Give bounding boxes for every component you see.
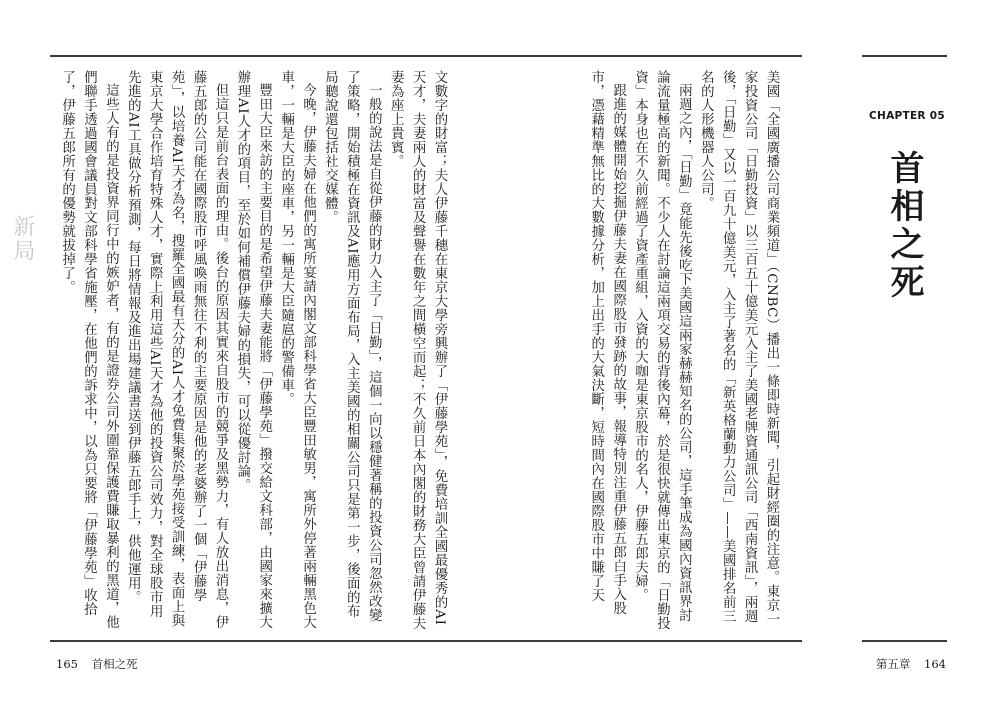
- paragraph: 今晚，伊藤夫婦在他們的寓所宴請內閣文部科學省大臣豐田敏男，寓所外停著兩輛黑色大車，一輛是大臣的座車，另一輛是大臣隨扈的警備車。: [278, 70, 316, 630]
- paragraph: 豐田大臣來訪的主要目的是希望伊藤夫妻能將「伊藤學苑」撥交給文科部，由國家來擴大辦理AI人才的項目，至於如何補償伊藤夫婦的損失，可以從優討論。: [234, 70, 272, 630]
- right-page-text: [462, 70, 782, 630]
- top-rule-chapter: [862, 55, 947, 57]
- running-chapter: 第五章: [875, 657, 911, 671]
- page-number: 164: [924, 657, 946, 671]
- bottom-rule: [50, 640, 802, 642]
- top-rule: [50, 55, 802, 57]
- footer-right: [876, 656, 946, 672]
- paragraph: 文數字的財富；夫人伊藤千穗在東京大學旁興辦了「伊藤學苑」，免費培訓全國最優秀的AI天才，夫妻兩人的財富及聲譽在數年之間橫空而起；不久前日本內閣的財務大臣曾請伊藤夫妻為座上貴賓。: [388, 70, 447, 630]
- chapter-label: CHAPTER 05: [868, 110, 945, 122]
- left-page-text: [46, 70, 450, 630]
- paragraph: 兩週之內，「日勤」竟能先後吃下美國這兩家赫赫知名的公司，這手筆成為國內資訊界討論流量極高的新聞。不少人在討論這兩項交易的背後內幕，於是很快就傳出東京的「日勤投資」本身也在不久前經過了資產重組，入資的大咖是東京股市的名人，伊藤五郎夫婦。: [632, 70, 692, 630]
- paragraph: 美國「全國廣播公司商業頻道」（CNBC）播出一條即時新聞，引起財經圈的注意。東京一家投資公司「日勤投資」以三百五十億美元入主了美國老牌資通訊公司「西南資訊」，兩週後，「日勤」又以一百九十億美元，入主了著名的「新英格蘭動力公司」——美國排名前三名的人形機器人公司。: [698, 70, 779, 626]
- running-title: 首相之死: [91, 657, 138, 671]
- bottom-rule-chapter: [862, 640, 947, 642]
- footer-left: [56, 656, 138, 672]
- page-number: 165: [56, 657, 78, 671]
- watermark: 新局: [10, 215, 35, 263]
- paragraph: 但這只是前台表面的理由。後台的原因其實來自股市的競爭及黑勢力，有人放出消息，伊藤五郎的公司能在國際股市呼風喚雨無往不利的主要原因是他的老婆辦了一個「伊藤學苑」，以培養AI天才為名，搜羅全國最有天分的AI人才免費集聚於學苑接受訓練，表面上與東京大學合作培育特殊人才，實際上利用這些AI天才為他的投資公司效力，對全球股市用先進的AI工具做分析預測，每日將情報及進出場建議書送到伊藤五郎手上，供他運用。: [125, 70, 228, 630]
- paragraph: 一般的說法是自從伊藤的財力入主了「日勤」，這個一向以穩健著稱的投資公司忽然改變了策略，開始積極在資訊及AI應用方面布局，入主美國的相關公司只是第一步，後面的布局聽說還包括社交媒體。: [322, 70, 382, 623]
- paragraph: 這些人有的是投資界同行中的嫉妒者，有的是證券公司外圍靠保護費賺取暴利的黑道，他們聯手透過國會議員對文部科學省施壓，在他們的訴求中，以為只要將「伊藤學苑」收拾了，伊藤五郎所有的優勢就拔掉了。: [59, 70, 119, 630]
- chapter-title: 首相之死: [884, 150, 924, 302]
- paragraph: 跟進的媒體開始挖掘伊藤夫妻在國際股市發跡的故事，報導特別注重伊藤五郎白手入股市，憑藉精準無比的大數據分析，加上出手的大氣決斷，短時間內在國際股市中賺了天: [588, 70, 626, 616]
